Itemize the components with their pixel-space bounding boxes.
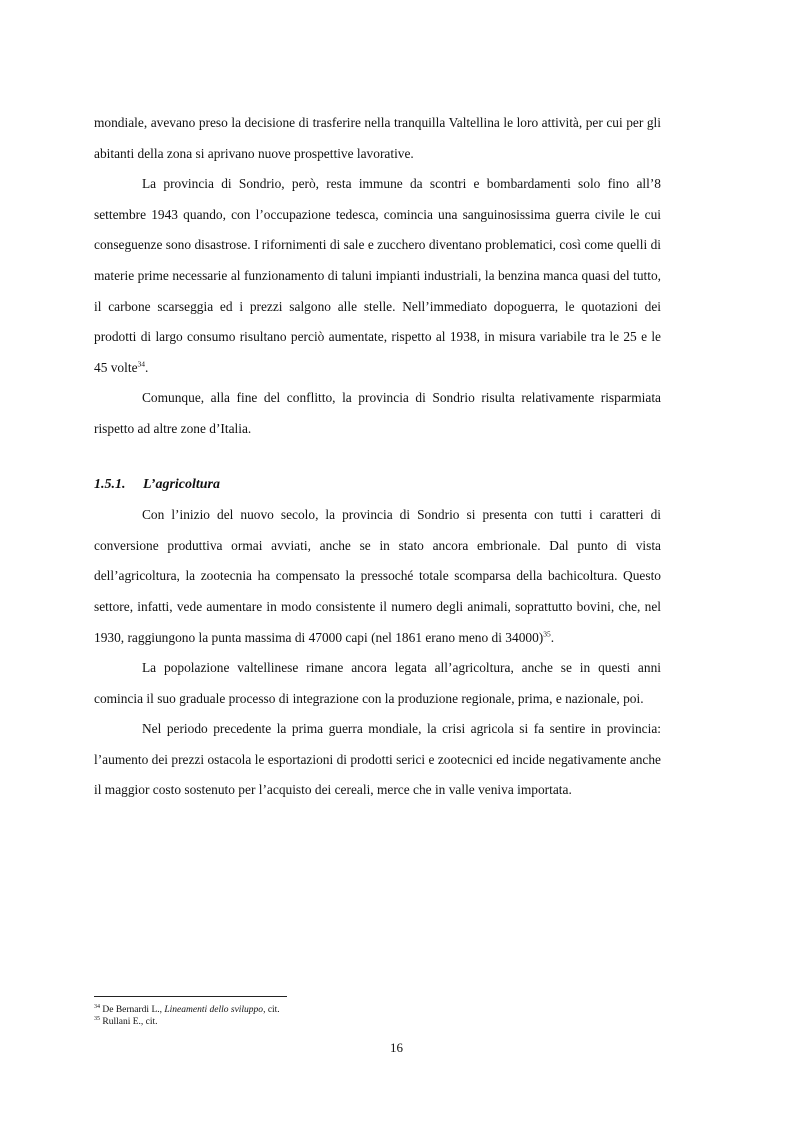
- footnote-divider: [94, 996, 287, 997]
- paragraph-2: [94, 169, 661, 383]
- footnote-author: De Bernardi L.,: [102, 1005, 165, 1015]
- section-title: L’agricoltura: [143, 476, 221, 492]
- section-spacer: [94, 445, 661, 470]
- footnote-mark: 34: [94, 1003, 100, 1010]
- page-number: 16: [390, 1040, 403, 1055]
- footnote-ref-34[interactable]: 34: [137, 359, 146, 369]
- paragraph-6: Nel periodo precedente la prima guerra mondiale, la crisi agricola si fa sentire in provincia: l’aumento dei prezzi ostacola le esportazioni di prodotti serici e zootecnici ed incide negativamente anche il maggior costo sostenuto per l’acquisto dei cereali, merce che in valle veniva importata.: [94, 721, 661, 798]
- footnote-title: Lineamenti dello sviluppo: [164, 1005, 264, 1015]
- paragraph-4: [94, 500, 661, 653]
- footnote-34: [94, 1004, 661, 1016]
- paragraph-4-text: Con l’inizio del nuovo secolo, la provincia di Sondrio si presenta con tutti i caratteri di conversione produttiva ormai avviati, anche se in stato ancora embrionale. Dal punto di vista dell’agricoltura, la zootecnia ha compensato la pressoché totale scomparsa della bachicoltura. Questo settore, infatti, vede aumentare in modo consistente il numero degli animali, soprattutto bovini, che, nel 1930, raggiungono la punta massima di 47000 capi (nel 1861 erano meno di 34000): [94, 507, 661, 645]
- paragraph-5: La popolazione valtellinese rimane ancora legata all’agricoltura, anche se in questi anni comincia il suo graduale processo di integrazione con la produzione regionale, prima, e nazionale, poi.: [94, 660, 661, 706]
- footnote-ref-35[interactable]: 35: [543, 629, 551, 639]
- footnote-rest: cit.: [145, 1017, 158, 1027]
- footnotes: [94, 1004, 661, 1028]
- paragraph-2-text: La provincia di Sondrio, però, resta immune da scontri e bombardamenti solo fino all’8 settembre 1943 quando, con l’occupazione tedesca, comincia una sanguinosissima guerra civile le cui conseguenze sono disastrose. I rifornimenti di sale e zucchero diventano problematici, così come quelli di materie prime necessarie al funzionamento di taluni impianti industriali, la benzina manca quasi del tutto, il carbone scarseggia ed i prezzi salgono alle stelle. Nell’immediato dopoguerra, le quotazioni dei prodotti di largo consumo risultano perciò aumentate, rispetto al 1938, in misura variabile tra le 25 e le 45 volte: [94, 176, 661, 375]
- footnote-mark: 35: [94, 1015, 100, 1022]
- section-number: 1.5.1.: [94, 476, 126, 492]
- paragraph-4-end: .: [550, 629, 555, 645]
- footnote-author: Rullani E.,: [102, 1017, 146, 1027]
- paragraph-2-end: .: [145, 359, 149, 375]
- page-body: [94, 108, 661, 806]
- section-heading: [94, 470, 661, 501]
- footnote-rest: , cit.: [263, 1005, 280, 1015]
- paragraph-1: mondiale, avevano preso la decisione di trasferire nella tranquilla Valtellina le loro attività, per cui per gli abitanti della zona si aprivano nuove prospettive lavorative.: [94, 115, 661, 161]
- paragraph-3: Comunque, alla fine del conflitto, la provincia di Sondrio risulta relativamente risparmiata rispetto ad altre zone d’Italia.: [94, 390, 661, 436]
- footnote-35: [94, 1016, 661, 1028]
